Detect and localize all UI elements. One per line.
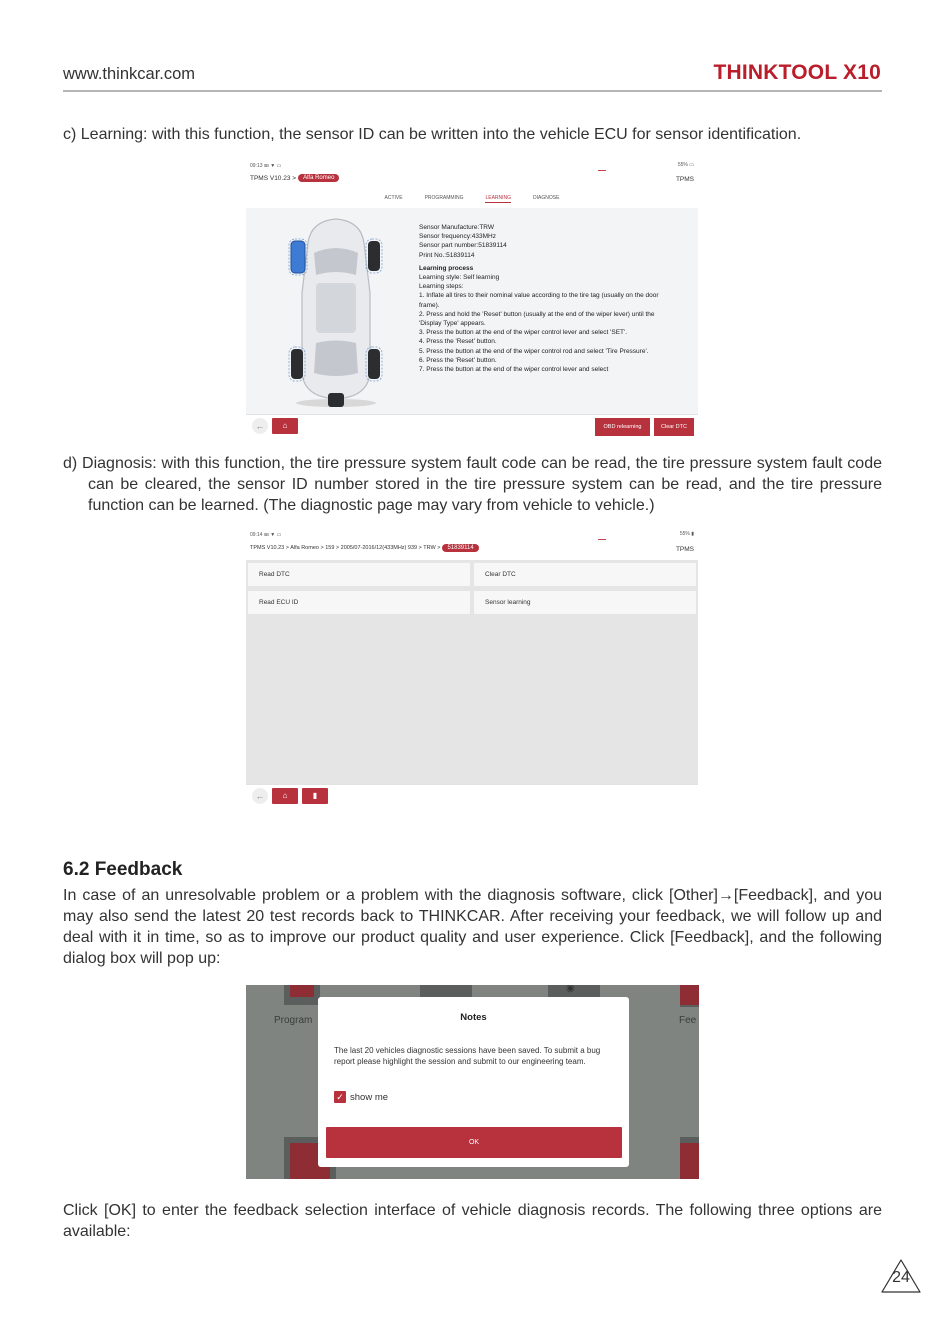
section-title: 6.2 Feedback <box>63 859 183 880</box>
tpms-label: TPMS <box>675 546 694 553</box>
info-line: Sensor Manufacture:TRW <box>419 224 495 231</box>
breadcrumb-current[interactable]: Alfa Romeo <box>298 174 339 182</box>
obd-relearning-button[interactable]: OBD relearning <box>595 418 650 436</box>
exit-icon: ▮ <box>312 791 318 800</box>
tab-active[interactable]: ACTIVE <box>384 195 403 201</box>
bottom-toolbar <box>246 414 698 438</box>
wifi-icon: ▼ <box>270 532 276 538</box>
back-button[interactable] <box>252 788 268 804</box>
info-line: Sensor part number:51839114 <box>419 242 507 250</box>
diagnosis-menu <box>246 560 698 784</box>
menu-clear-dtc[interactable]: Clear DTC <box>474 563 696 586</box>
learning-panel <box>246 208 698 414</box>
background-tile <box>548 985 600 997</box>
screenshot-feedback-dialog <box>246 985 699 1179</box>
show-me-label[interactable]: show me <box>350 1092 389 1103</box>
menu-read-ecu-id[interactable]: Read ECU ID <box>248 591 470 614</box>
process-line: 3. Press the button at the end of the wiper control lever and select 'SET'. <box>419 329 628 337</box>
notes-dialog <box>318 997 629 1167</box>
home-icon: ⌂ <box>282 791 288 800</box>
breadcrumb-path[interactable]: TPMS V10.23 > <box>250 174 297 182</box>
process-line: 5. Press the button at the end of the wiper control rod and select 'Tire Pressure'. <box>419 347 649 355</box>
process-title: Learning process <box>419 264 474 272</box>
bottom-toolbar <box>246 784 698 806</box>
car-illustration-icon <box>286 213 386 408</box>
paragraph-feedback: In case of an unresolvable problem or a problem with the diagnosis software, click [Other]→[Feedback], and you may also send the latest 20 test records back to THINKCAR. After receiving your feedback, we will follow up and deal with it in time, so as to improve our product quality and user experience. Click [Feedback], and the following dialog box will pop up: <box>63 887 882 967</box>
back-button[interactable] <box>252 418 268 434</box>
breadcrumb[interactable] <box>250 544 479 552</box>
site-url: www.thinkcar.com <box>63 65 196 83</box>
battery-icon: ▭ <box>689 162 694 168</box>
menu-read-dtc[interactable]: Read DTC <box>248 563 470 586</box>
info-line: Print No.:51839114 <box>419 251 475 259</box>
background-tile <box>680 985 699 1007</box>
process-line: Learning steps: <box>419 283 464 291</box>
battery-icon: ▮ <box>691 531 694 537</box>
brand-title: THINKTOOL X10 <box>713 61 881 84</box>
background-label-program: Program <box>274 1015 313 1026</box>
background-tile <box>680 1137 699 1179</box>
home-icon: ⌂ <box>282 421 288 430</box>
process-line: 7. Press the button at the end of the wiper control lever and select <box>419 366 609 374</box>
tire-icon: ◉ <box>566 985 575 994</box>
status-time: 09:14 ㎜ ▼ ▭ <box>250 532 282 538</box>
tpms-label: TPMS <box>675 176 694 183</box>
screenshot-learning <box>246 158 698 438</box>
process-line: 1. Inflate all tires to their nominal value according to the tire tag (usually on the door frame). <box>419 292 659 309</box>
paragraph-ok: Click [OK] to enter the feedback selection interface of vehicle diagnosis records. The following three options are available: <box>63 1202 882 1240</box>
home-button[interactable] <box>272 788 298 804</box>
home-button[interactable] <box>272 418 298 434</box>
paragraph-learning: c) Learning: with this function, the sensor ID can be written into the vehicle ECU for sensor identification. <box>63 126 802 143</box>
status-time: 09:13 ㎜ ▼ ▭ <box>250 163 282 169</box>
dialog-title: Notes <box>460 1012 487 1023</box>
back-arrow-icon: ← <box>255 791 265 801</box>
back-arrow-icon: ← <box>255 421 265 431</box>
header-divider <box>63 90 882 92</box>
screenshot-diagnosis <box>246 527 698 806</box>
info-line: Sensor frequency:433MHz <box>419 233 496 241</box>
background-label-feedback: Fee <box>679 1015 697 1026</box>
indicator-line <box>598 539 606 540</box>
exit-button[interactable] <box>302 788 328 804</box>
status-battery: 55% ▮ <box>679 531 694 537</box>
process-line: 2. Press and hold the 'Reset' button (usually at the end of the wiper lever) until the 'Display Type' appears. <box>419 310 655 328</box>
battery-saver-icon: ▭ <box>276 163 282 169</box>
dialog-message: The last 20 vehicles diagnostic sessions have been saved. To submit a bug report please highlight the session and submit to our engineering team. <box>334 1046 601 1066</box>
status-battery: 55% ▭ <box>677 162 694 168</box>
process-line: 6. Press the 'Reset' button. <box>419 356 497 364</box>
indicator-line <box>598 170 606 171</box>
process-line: Learning style: Self learning <box>419 274 500 282</box>
check-icon: ✓ <box>336 1092 344 1102</box>
battery-saver-icon: ▭ <box>276 532 282 538</box>
paragraph-diagnosis: d) Diagnosis: with this function, the tire pressure system fault code can be read, the tire pressure system fault code can be cleared, the sensor ID number stored in the tire pressure system can be read, and the tire pressure function can be learned. (The diagnostic page may vary from vehicle to vehicle.) <box>63 455 882 514</box>
breadcrumb-path[interactable]: TPMS V10.23 > Alfa Romeo > 159 > 2005/07-2016/12(433MHz) 939 > TRW > <box>250 545 441 551</box>
breadcrumb-current[interactable]: 51839114 <box>442 544 478 552</box>
clear-dtc-button[interactable]: Clear DTC <box>654 418 694 436</box>
breadcrumb[interactable] <box>250 174 339 182</box>
tab-diagnose[interactable]: DIAGNOSE <box>533 195 560 201</box>
sensor-info <box>419 223 674 409</box>
menu-sensor-learning[interactable]: Sensor learning <box>474 591 696 614</box>
background-tile <box>420 985 472 997</box>
page-number: 24 <box>892 1269 910 1286</box>
function-tabs <box>246 194 698 208</box>
process-line: 4. Press the 'Reset' button. <box>419 338 497 346</box>
background-tile <box>284 985 320 1005</box>
wifi-icon: ▼ <box>270 163 276 169</box>
ok-button[interactable]: OK <box>326 1127 622 1158</box>
tab-programming[interactable]: PROGRAMMING <box>424 195 464 201</box>
show-me-checkbox[interactable] <box>334 1091 346 1103</box>
tab-learning[interactable]: LEARNING <box>485 195 512 201</box>
